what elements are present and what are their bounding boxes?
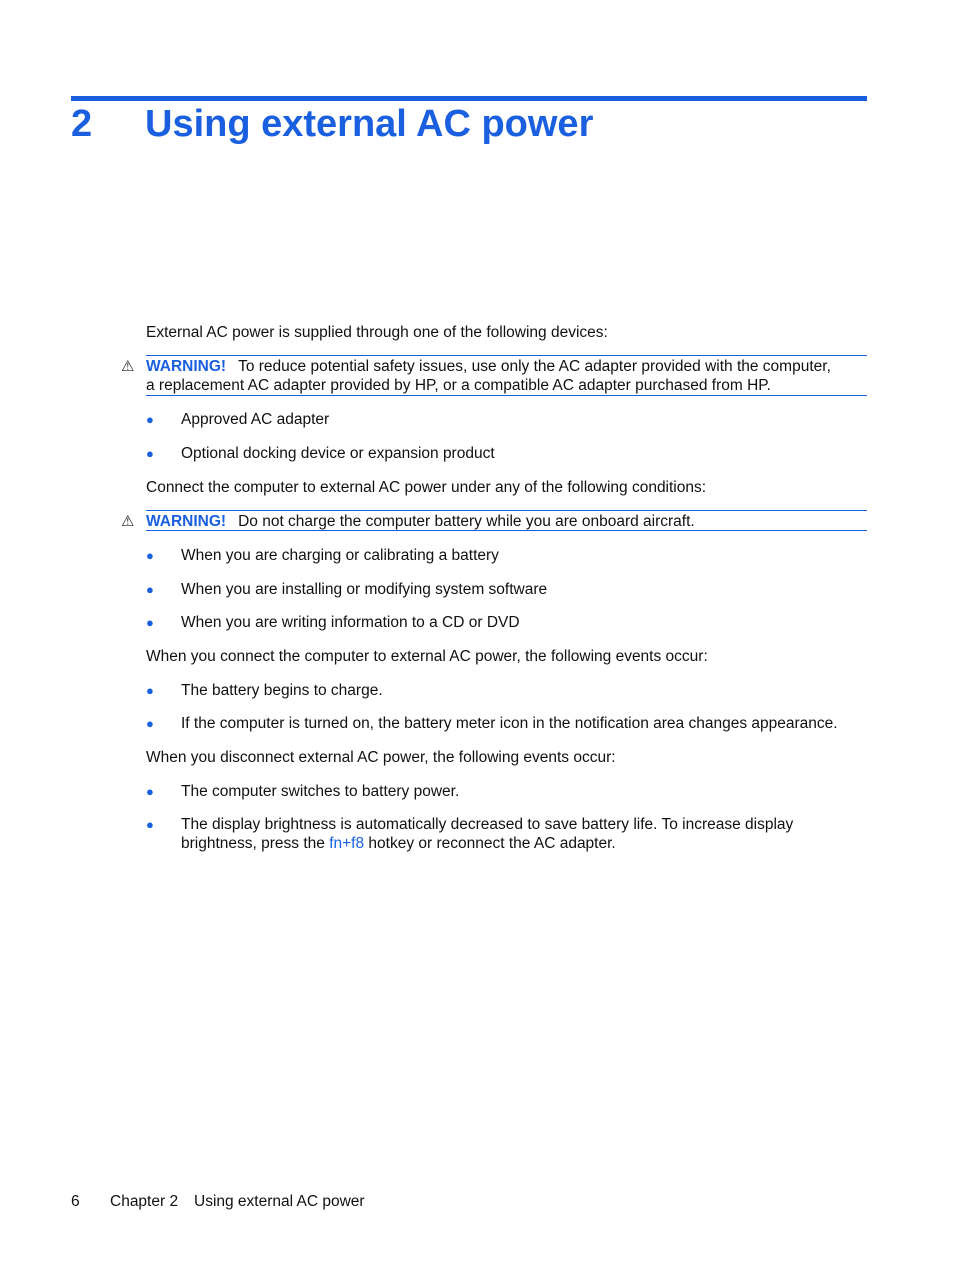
bullet-dot-icon: ● <box>146 615 154 630</box>
footer-chapter: Chapter 2 <box>110 1193 179 1210</box>
bullet-dot-icon: ● <box>146 784 154 799</box>
warning-label: WARNING! <box>146 358 227 375</box>
conditions-paragraph: Connect the computer to external AC power under any of the following conditions: <box>146 479 707 496</box>
chapter-number: 2 <box>71 103 93 145</box>
warning-text-1-line2: a replacement AC adapter provided by HP, or a compatible AC adapter purchased from HP. <box>146 377 771 394</box>
bullet-dot-icon: ● <box>146 817 154 832</box>
connect-paragraph: When you connect the computer to external AC power, the following events occur: <box>146 648 708 665</box>
footer-title: Using external AC power <box>194 1193 365 1210</box>
bullet-dot-icon: ● <box>146 582 154 597</box>
warning-triangle-icon: ⚠ <box>121 513 135 530</box>
bullet-dot-icon: ● <box>146 716 154 731</box>
bullet-dot-icon: ● <box>146 683 154 698</box>
warning-text-1: To reduce potential safety issues, use only the AC adapter provided with the computer, <box>238 358 831 375</box>
bullet-dot-icon: ● <box>146 412 154 427</box>
warning-box-1 <box>146 355 867 396</box>
intro-paragraph: External AC power is supplied through one of the following devices: <box>146 324 608 341</box>
bullet-dot-icon: ● <box>146 446 154 461</box>
warning-box-2 <box>146 510 867 531</box>
warning-label: WARNING! <box>146 513 227 530</box>
warning-triangle-icon: ⚠ <box>121 358 135 375</box>
chapter-title: Using external AC power <box>145 103 594 145</box>
hotkey-label: fn+f8 <box>329 835 365 852</box>
warning-text-2: Do not charge the computer battery while you are onboard aircraft. <box>238 513 695 530</box>
footer-page-number: 6 <box>71 1193 80 1210</box>
bullet-dot-icon: ● <box>146 548 154 563</box>
disconnect-paragraph: When you disconnect external AC power, the following events occur: <box>146 749 616 766</box>
chapter-rule <box>71 96 867 101</box>
